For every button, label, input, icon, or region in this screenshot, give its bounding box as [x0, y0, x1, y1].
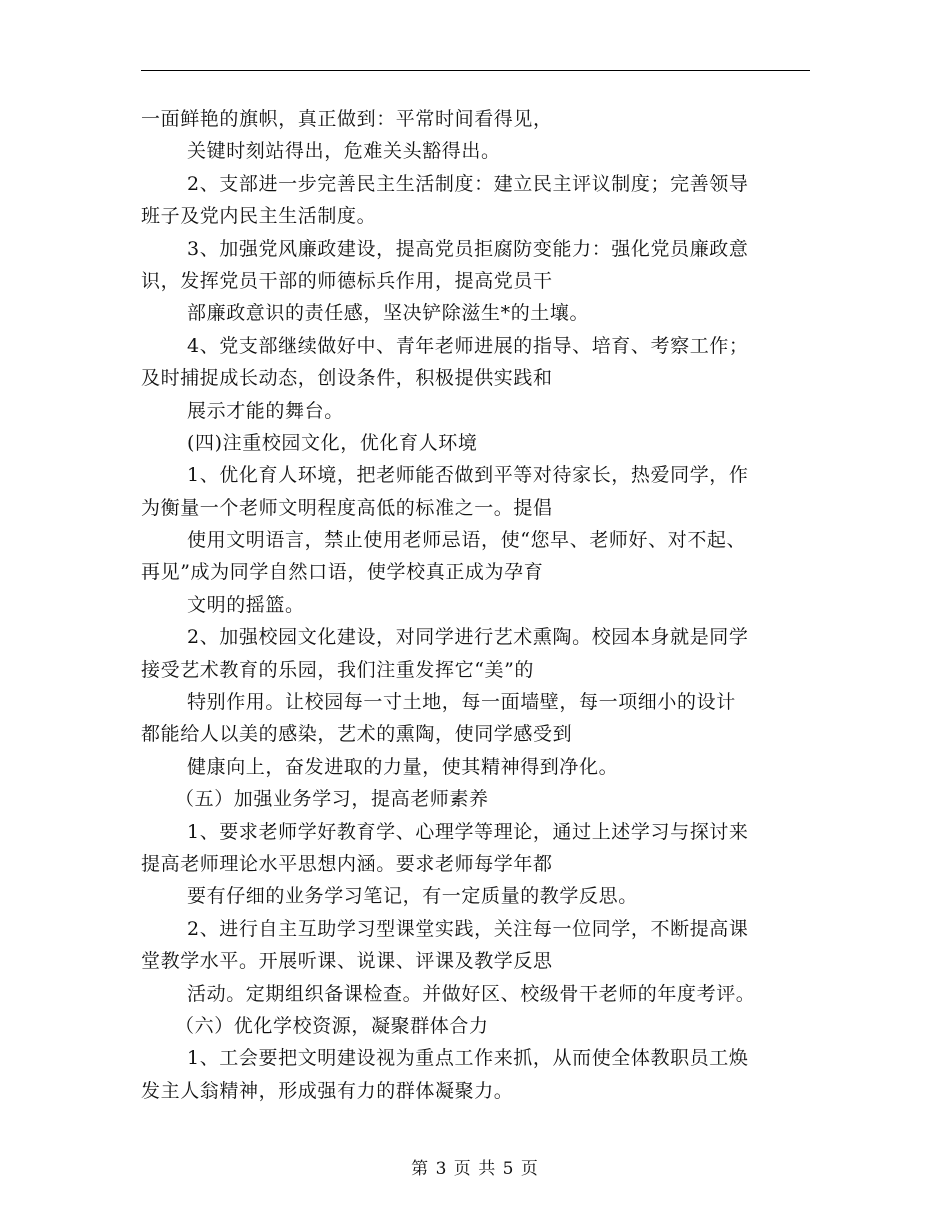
text-line: 再见”成为同学自然口语，使学校真正成为孕育	[141, 561, 544, 584]
text-line: 2、加强校园文化建设，对同学进行艺术熏陶。校园本身就是同学	[187, 626, 749, 649]
text-line: 关键时刻站得出，危难关头豁得出。	[187, 140, 501, 163]
text-line: 接受艺术教育的乐园，我们注重发挥它“美”的	[141, 658, 535, 681]
text-line: （六）优化学校资源，凝聚群体合力	[175, 1014, 489, 1037]
text-line: 健康向上，奋发进取的力量，使其精神得到净化。	[187, 755, 619, 778]
text-line: 发主人翁精神，形成强有力的群体凝聚力。	[141, 1079, 514, 1102]
text-line: 4、党支部继续做好中、青年老师进展的指导、培育、考察工作；	[187, 334, 749, 357]
text-line: 特别作用。让校园每一寸土地，每一面墙壁，每一项细小的设计	[187, 691, 736, 714]
text-line: 都能给人以美的感染，艺术的熏陶，使同学感受到	[141, 723, 573, 746]
text-line: 堂教学水平。开展听课、说课、评课及教学反思	[141, 950, 553, 973]
text-line: 提高老师理论水平思想内涵。要求老师每学年都	[141, 852, 553, 875]
text-line: (四)注重校园文化，优化育人环境	[187, 431, 478, 454]
text-line: 1、优化育人环境，把老师能否做到平等对待家长，热爱同学，作	[187, 464, 749, 487]
text-line: 2、进行自主互助学习型课堂实践，关注每一位同学，不断提高课	[187, 917, 749, 940]
document-body	[141, 103, 810, 1107]
text-line: 一面鲜艳的旗帜，真正做到：平常时间看得见，	[141, 108, 553, 130]
text-line: 要有仔细的业务学习笔记，有一定质量的教学反思。	[187, 885, 638, 908]
text-line: 及时捕捉成长动态，创设条件，积极提供实践和	[141, 367, 553, 390]
text-line: 1、要求老师学好教育学、心理学等理论，通过上述学习与探讨来	[187, 820, 749, 843]
text-line: 活动。定期组织备课检查。并做好区、校级骨干老师的年度考评。	[187, 982, 756, 1005]
text-line: 识，发挥党员干部的师德标兵作用，提高党员干	[141, 269, 553, 292]
text-line: 使用文明语言，禁止使用老师忌语，使“您早、老师好、对不起、	[187, 529, 747, 552]
text-line: （五）加强业务学习，提高老师素养	[175, 788, 489, 811]
text-line: 为衡量一个老师文明程度高低的标准之一。提倡	[141, 496, 553, 519]
text-line: 部廉政意识的责任感，坚决铲除滋生*的土壤。	[187, 302, 590, 325]
text-line: 1、工会要把文明建设视为重点工作来抓，从而使全体教职员工焕	[187, 1047, 749, 1070]
text-line: 文明的摇篮。	[187, 593, 305, 616]
text-line: 展示才能的舞台。	[187, 399, 344, 422]
text-line: 2、支部进一步完善民主生活制度：建立民主评议制度；完善领导	[187, 172, 749, 195]
text-line: 3、加强党风廉政建设，提高党员拒腐防变能力：强化党员廉政意	[187, 237, 749, 260]
header-rule	[141, 70, 810, 71]
page-footer: 第 3 页 共 5 页	[411, 1159, 539, 1179]
text-line: 班子及党内民主生活制度。	[141, 205, 377, 228]
